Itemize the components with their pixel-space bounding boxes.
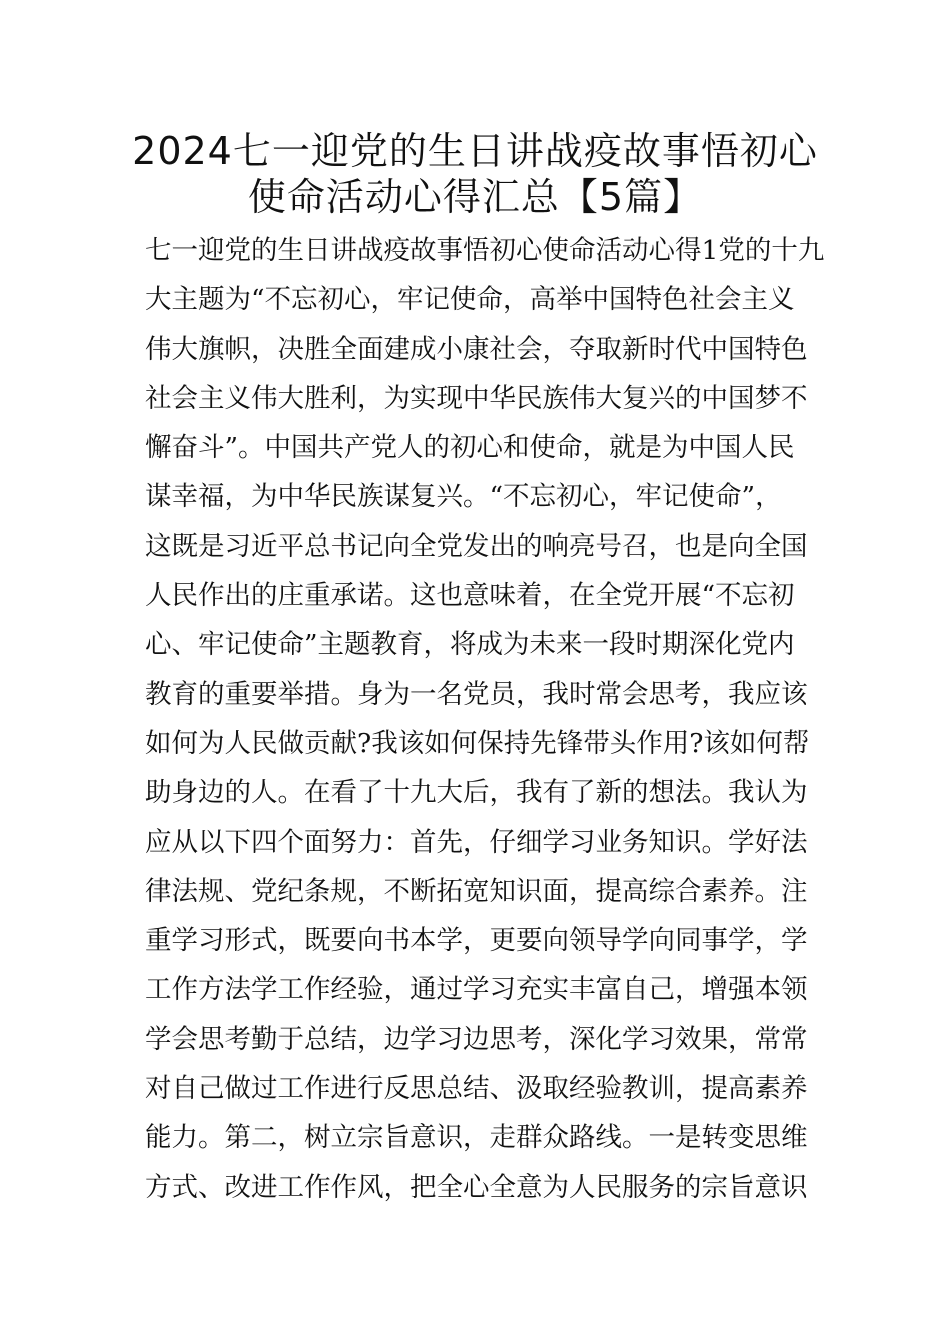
body-line: 心、牢记使命”主题教育，将成为未来一段时期深化党内 (145, 629, 795, 661)
body-line: 谋幸福，为中华民族谋复兴。“不忘初心，牢记使命”， (145, 481, 782, 513)
body-line: 七一迎党的生日讲战疫故事悟初心使命活动心得1党的十九 (145, 235, 825, 266)
body-line: 伟大旗帜，决胜全面建成小康社会，夺取新时代中国特色 (145, 333, 808, 365)
document-body (145, 226, 825, 1212)
body-line: 社会主义伟大胜利，为实现中华民族伟大复兴的中国梦不 (145, 382, 808, 414)
body-line: 这既是习近平总书记向全党发出的响亮号召，也是向全国 (145, 530, 808, 562)
document-title-line-1: 2024七一迎党的生日讲战疫故事悟初心 (132, 129, 818, 173)
body-line: 学会思考勤于总结，边学习边思考，深化学习效果，常常 (145, 1023, 808, 1055)
body-line: 工作方法学工作经验，通过学习充实丰富自己，增强本领 (145, 974, 808, 1006)
body-line: 律法规、党纪条规，不断拓宽知识面，提高综合素养。注 (145, 875, 808, 907)
body-line: 重学习形式，既要向书本学，更要向领导学向同事学，学 (145, 925, 808, 957)
body-line: 能力。第二，树立宗旨意识，走群众路线。一是转变思维 (145, 1122, 808, 1154)
document-title-line-2: 使命活动心得汇总【5篇】 (247, 175, 703, 219)
body-line: 懈奋斗”。中国共产党人的初心和使命，就是为中国人民 (145, 432, 795, 464)
body-line: 应从以下四个面努力：首先，仔细学习业务知识。学好法 (145, 826, 808, 858)
body-line: 助身边的人。在看了十九大后，我有了新的想法。我认为 (145, 777, 808, 809)
body-line: 大主题为“不忘初心，牢记使命，高举中国特色社会主义 (145, 284, 795, 316)
body-line: 方式、改进工作作风，把全心全意为人民服务的宗旨意识 (145, 1171, 808, 1203)
body-line: 对自己做过工作进行反思总结、汲取经验教训，提高素养 (145, 1073, 808, 1105)
body-line: 教育的重要举措。身为一名党员，我时常会思考，我应该 (145, 678, 808, 710)
body-line: 人民作出的庄重承诺。这也意味着，在全党开展“不忘初 (145, 580, 795, 612)
body-line: 如何为人民做贡献?我该如何保持先锋带头作用?该如何帮 (145, 727, 810, 759)
